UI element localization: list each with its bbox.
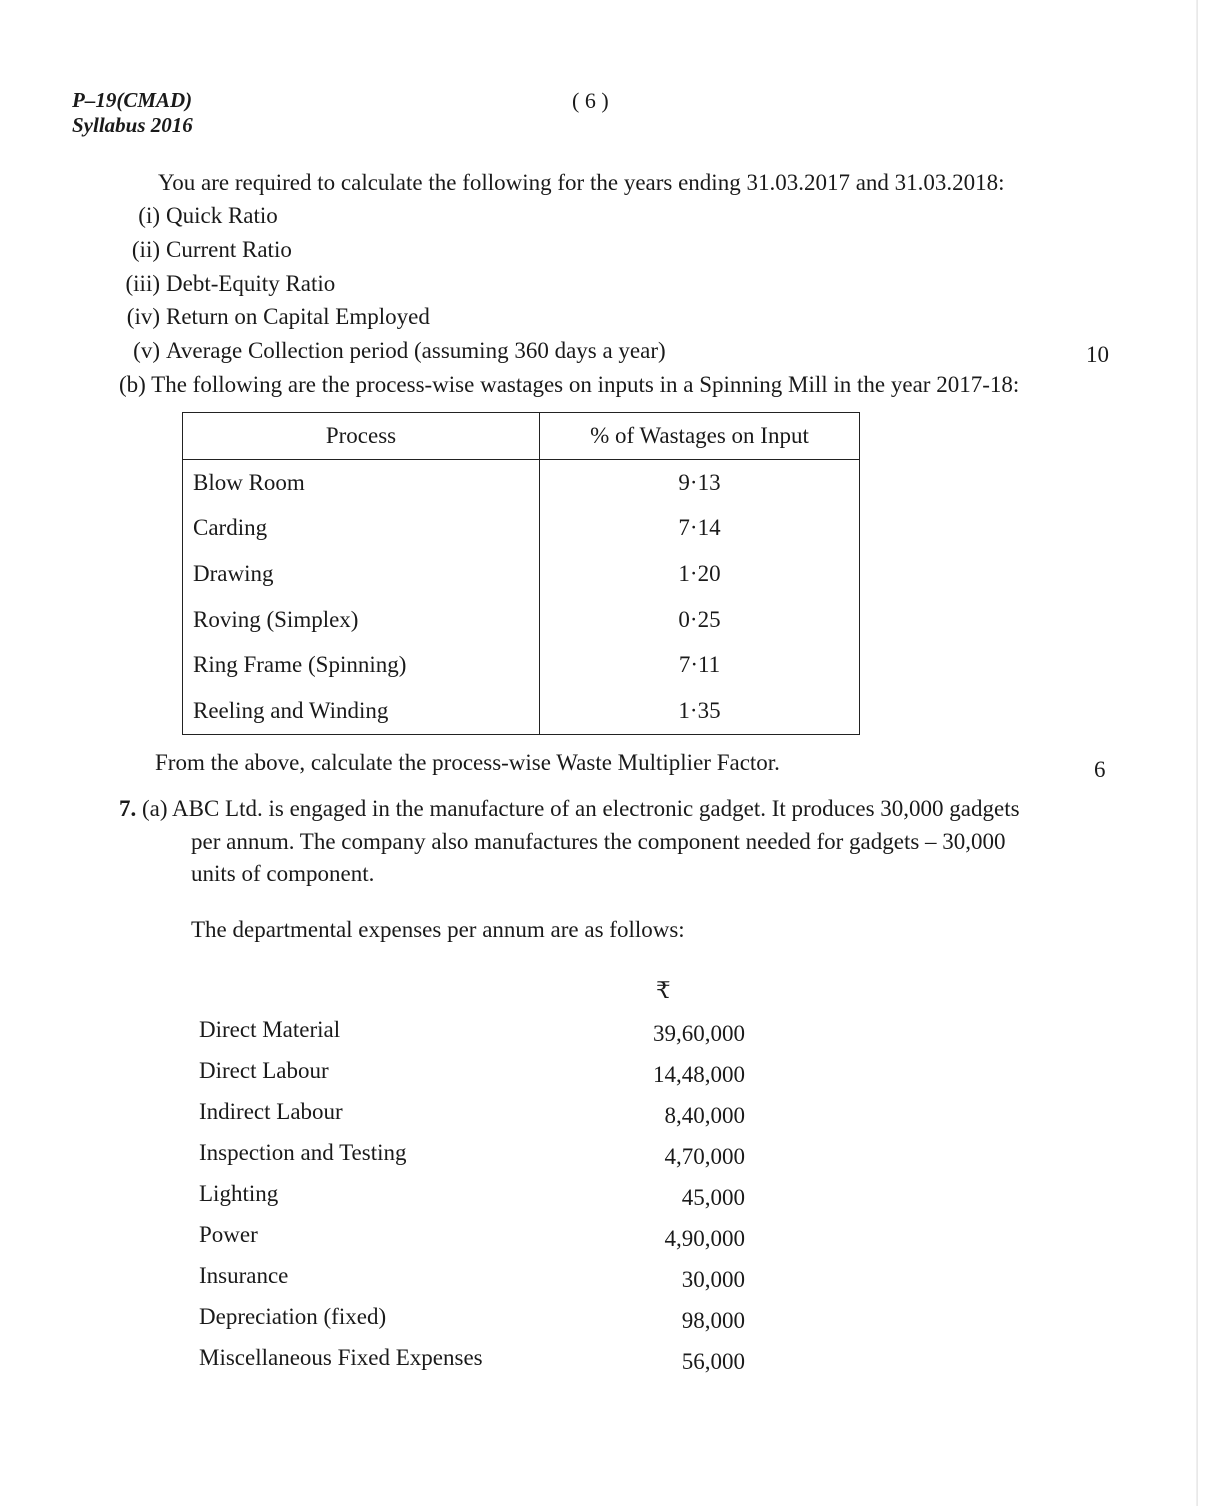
expense-row: [199, 1058, 745, 1088]
expense-row: [199, 1017, 745, 1047]
wastage-cell: 7·14: [540, 506, 860, 552]
rupee-icon: ₹: [656, 978, 671, 1003]
wastage-table: [182, 412, 860, 735]
expense-row: [199, 1222, 745, 1252]
expense-amount: 45,000: [681, 1185, 745, 1210]
process-cell: Drawing: [183, 551, 540, 597]
list-item-number: (ii): [131, 237, 160, 262]
expense-label: Power: [199, 1222, 258, 1247]
syllabus-label: Syllabus 2016: [72, 113, 193, 137]
expense-label: Direct Material: [199, 1017, 341, 1042]
part-b-question: From the above, calculate the process-wise Waste Multiplier Factor.: [155, 750, 780, 775]
table-row: [183, 460, 860, 506]
expense-row: [199, 1140, 745, 1170]
list-item: [112, 338, 666, 364]
wastage-cell: 1·20: [540, 551, 860, 597]
expense-row: [199, 1181, 745, 1211]
part-b-text: The following are the process-wise wastages on inputs in a Spinning Mill in the year 2017-18:: [151, 372, 1020, 397]
list-item: [112, 304, 430, 330]
expense-row: [199, 1099, 745, 1129]
column-header-process: Process: [183, 413, 540, 460]
expense-label: Indirect Labour: [199, 1099, 343, 1124]
list-item-text: Return on Capital Employed: [166, 304, 430, 329]
table-row: [183, 688, 860, 734]
expense-amount: 30,000: [681, 1267, 745, 1292]
expense-label: Depreciation (fixed): [199, 1304, 387, 1329]
marks-a: 10: [1086, 342, 1109, 367]
question-number: 7.: [119, 796, 137, 821]
wastage-cell: 9·13: [540, 460, 860, 506]
expense-row: [199, 1304, 745, 1334]
expense-row: [199, 1263, 745, 1293]
calc-instruction: You are required to calculate the following for the years ending 31.03.2017 and 31.03.2018:: [158, 170, 1005, 195]
wastage-cell: 0·25: [540, 597, 860, 643]
expense-amount: 8,40,000: [664, 1103, 745, 1128]
expense-amount: 98,000: [681, 1308, 745, 1333]
expense-amount: 39,60,000: [653, 1021, 745, 1046]
q7-text-line: per annum. The company also manufactures the component needed for gadgets – 30,000: [191, 829, 1006, 854]
part-b-label: (b): [119, 372, 146, 397]
expense-label: Lighting: [199, 1181, 279, 1206]
list-item: [112, 237, 292, 263]
table-row: [183, 551, 860, 597]
list-item-number: (iv): [126, 304, 160, 329]
expense-label: Inspection and Testing: [199, 1140, 407, 1165]
wastage-cell: 7·11: [540, 642, 860, 688]
expense-amount: 56,000: [681, 1349, 745, 1374]
process-cell: Roving (Simplex): [183, 597, 540, 643]
expense-label: Insurance: [199, 1263, 289, 1288]
q7-text-line: ABC Ltd. is engaged in the manufacture of an electronic gadget. It produces 30,000 gadgets: [172, 796, 1020, 821]
list-item-text: Average Collection period (assuming 360 days a year): [166, 338, 666, 363]
part-b-intro: [119, 372, 1019, 398]
marks-b: 6: [1094, 757, 1106, 782]
expenses-intro: The departmental expenses per annum are as follows:: [191, 917, 685, 942]
expense-label: Direct Labour: [199, 1058, 329, 1083]
list-item-text: Quick Ratio: [166, 203, 278, 228]
paper-code: P–19(CMAD): [72, 88, 193, 112]
list-item-number: (v): [133, 338, 160, 363]
process-cell: Ring Frame (Spinning): [183, 642, 540, 688]
table-row: [183, 642, 860, 688]
list-item: [112, 203, 278, 229]
expense-label: Miscellaneous Fixed Expenses: [199, 1345, 483, 1370]
column-header-wastage: % of Wastages on Input: [540, 413, 860, 460]
expense-amount: 4,90,000: [664, 1226, 745, 1251]
process-cell: Blow Room: [183, 460, 540, 506]
expense-amount: 14,48,000: [653, 1062, 745, 1087]
q7-part-label: (a): [142, 796, 168, 821]
q7-first-line: [119, 796, 1020, 822]
table-row: [183, 506, 860, 552]
table-row: [183, 597, 860, 643]
list-item-number: (iii): [125, 271, 160, 296]
expense-amount: 4,70,000: [664, 1144, 745, 1169]
q7-text-line: units of component.: [191, 861, 375, 886]
list-item-number: (i): [138, 203, 160, 228]
process-cell: Reeling and Winding: [183, 688, 540, 734]
list-item-text: Debt-Equity Ratio: [166, 271, 336, 296]
process-cell: Carding: [183, 506, 540, 552]
page-number: ( 6 ): [572, 88, 609, 113]
expense-row: [199, 1345, 745, 1375]
list-item: [112, 271, 335, 297]
list-item-text: Current Ratio: [166, 237, 292, 262]
table-header-row: [183, 413, 860, 460]
page-edge: [1196, 0, 1198, 1506]
wastage-cell: 1·35: [540, 688, 860, 734]
